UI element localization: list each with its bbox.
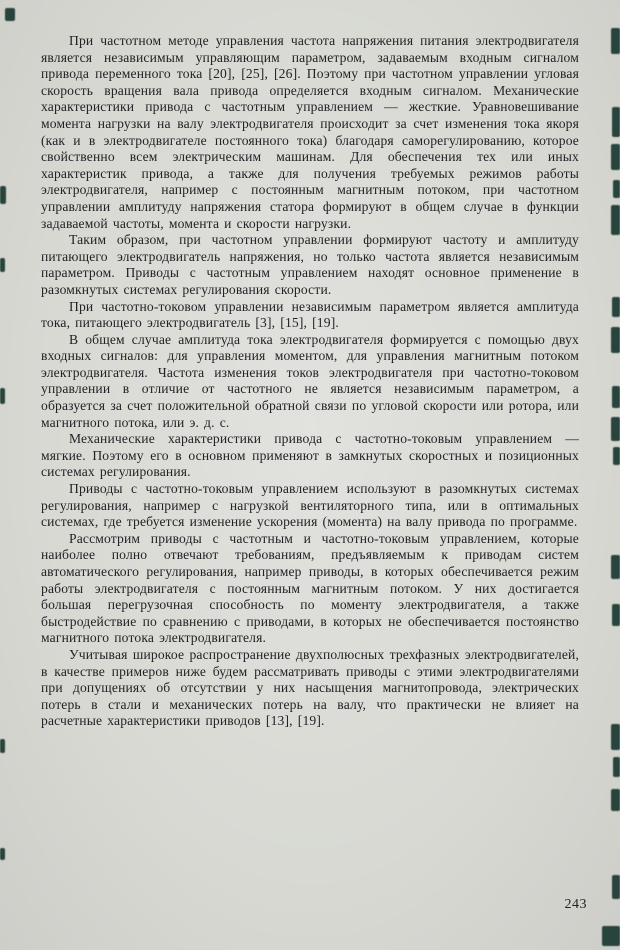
scan-artifact [612, 386, 620, 408]
scan-artifact [612, 297, 620, 317]
scan-artifact [0, 186, 6, 204]
scan-artifact [611, 327, 620, 353]
paragraph: Приводы с частотно-токовым управлением используют в разомкнутых системах регулирования, например с нагрузкой вентиляторного типа, или в оптимальных системах, где требуется изменение ускорения (момента) на валу привода по программе. [41, 481, 579, 530]
scan-artifact [613, 757, 620, 777]
scan-artifact [5, 8, 15, 21]
scan-artifact [613, 180, 620, 198]
paragraph: При частотном методе управления частота напряжения питания электродвигателя является независимым управляющим параметром, задаваемым входным сигналом привода переменного тока [20], [25], [26]. Поэтому при частотном управлении угловая скорость вращения вала привода определяется входным сигналом. Механические характеристики привода с частотным управлением — жесткие. Уравновешивание момента нагрузки на валу электродвигателя происходит за счет изменения тока якоря (как и в электродвигателе постоянного тока) благодаря саморегулированию, которое свойственно всем электрическим машинам. Для обеспечения тех или иных характеристик привода, а также для получения требуемых режимов работы электродвигателя, например с постоянным магнитным потоком, при частотном управлении амплитуду напряжения статора формируют в общем случае в функции задаваемой частоты, момента и скорости нагрузки. [41, 33, 579, 231]
paragraph: При частотно-токовом управлении независимым параметром является амплитуда тока, питающего электродвигатель [3], [15], [19]. [41, 298, 579, 331]
paragraph: Механические характеристики привода с частотно-токовым управлением — мягкие. Поэтому его в основном применяют в замкнутых скоростных и позиционных системах регулирования. [41, 431, 579, 480]
scan-artifact [611, 205, 620, 235]
scan-artifact [611, 724, 620, 750]
scan-artifact [0, 848, 5, 860]
scan-artifact [611, 28, 620, 54]
scan-artifact [0, 258, 5, 272]
scan-artifact [611, 144, 620, 170]
scan-artifact [612, 875, 620, 899]
scan-artifact [612, 604, 620, 626]
scan-artifact [0, 739, 5, 753]
page-number: 243 [564, 897, 587, 912]
scan-artifact [613, 447, 620, 465]
scan-artifact [602, 926, 620, 946]
page-text [41, 33, 579, 730]
paragraph: Учитывая широкое распространение двухполюсных трехфазных электродвигателей, в качестве примеров ниже будем рассматривать приводы с этими электродвигателями при допущениях об отсутствии у них насыщения магнитопровода, электрических потерь в стали и механических потерь на валу, что практически не влияет на расчетные характеристики приводов [13], [19]. [41, 646, 579, 729]
scan-artifact [611, 417, 620, 441]
scan-artifact [611, 789, 620, 811]
paragraph: В общем случае амплитуда тока электродвигателя формируется с помощью двух входных сигналов: для управления моментом, для управления магнитным потоком электродвигателя. Частота изменения токов электродвигателя при частотно-токовом управлении в отличие от частотного не является независимым параметром, а образуется за счет положительной обратной связи по угловой скорости или ротора, или магнитного потока, или э. д. с. [41, 331, 579, 430]
paragraph: Таким образом, при частотном управлении формируют частоту и амплитуду питающего электродвигатель напряжения, но только частота является независимым параметром. Приводы с частотным управлением находят основное применение в разомкнутых системах регулирования скорости. [41, 232, 579, 297]
scan-artifact [0, 388, 5, 404]
scan-artifact [612, 107, 620, 137]
paragraph: Рассмотрим приводы с частотным и частотно-токовым управлением, которые наиболее полно отвечают требованиям, предъявляемым к приводам систем автоматического регулирования, например приводы, в которых обеспечивается режим работы электродвигателя с постоянным магнитным потоком. У них достигается большая перегрузочная способность по моменту электродвигателя, а также быстродействие по сравнению с приводами, в которых не обеспечивается постоянство магнитного потока электродвигателя. [41, 530, 579, 646]
scan-artifact [611, 555, 620, 579]
